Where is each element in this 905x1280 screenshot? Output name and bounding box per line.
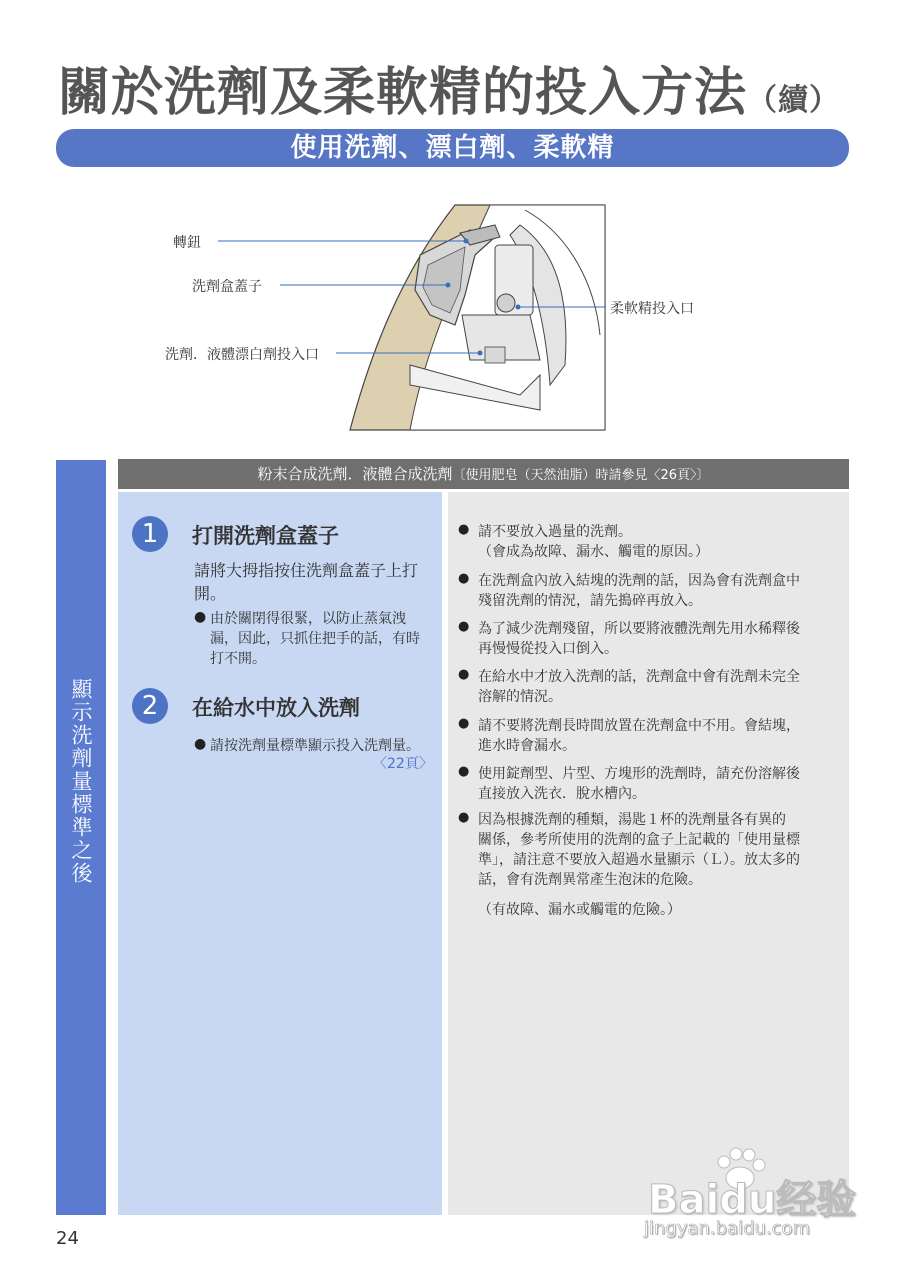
step-1-title: 打開洗劑盒蓋子 [192,524,339,548]
bullet-icon: ● [458,522,470,537]
label-knob: 轉鈕 [173,235,201,251]
section-subtitle: 使用洗劑、漂白劑、柔軟精 [56,129,849,167]
note-item: 請不要將洗劑長時間放置在洗劑盒中不用。會結塊， 進水時會漏水。 [478,718,800,754]
header-main: 粉末合成洗劑．液體合成洗劑 [257,465,453,483]
step-1-bullet: 由於關閉得很緊，以防止蒸氣洩漏，因此，只抓住把手的話，有時打不開。 [210,611,420,667]
note-item: 在洗劑盒內放入結塊的洗劑的話，因為會有洗劑盒中 殘留洗劑的情況，請先搗碎再放入。 [478,573,800,609]
side-tab [56,460,106,1215]
bullet-icon: ● [458,619,470,634]
label-lid: 洗劑盒蓋子 [192,279,262,295]
watermark-brand: Baidu经验 [648,1177,857,1223]
step-2-title: 在給水中放入洗劑 [192,696,360,720]
bullet-icon: ● [458,571,470,586]
header-note: 〔使用肥皂（天然油脂）時請參見〈26頁〉〕 [452,468,710,483]
bullet-icon: ● [458,716,470,731]
bullet-icon: ● [458,764,470,779]
side-tab-label: 顯示洗劑量標準之後 [69,678,93,885]
final-note: （有故障、漏水或觸電的危險。） [478,902,681,918]
note-item: 因為根據洗劑的種類，湯匙１杯的洗劑量各有異的 關係，參考所使用的洗劑的盒子上記載的「使用量標 準」，請注意不要放入超過水量顯示（Ｌ）。放太多的 話，會有洗劑異常產生泡沫的危險。 [478,812,800,888]
watermark-url: jingyan.baidu.com [644,1218,811,1239]
label-detergent-inlet: 洗劑．液體漂白劑投入口 [165,347,319,363]
page-title [58,50,840,125]
note-item: 使用錠劑型、片型、方塊形的洗劑時，請充份溶解後 直接放入洗衣．脫水槽內。 [478,766,800,802]
bullet-icon: ● [458,667,470,682]
step-2-bullet: 請按洗劑量標準顯示投入洗劑量。 [210,738,420,754]
section-header [118,459,849,489]
notes-panel [448,492,849,1215]
steps-panel [118,492,442,1215]
diagram-illustration [0,195,905,435]
page-number: 24 [56,1228,79,1249]
step-1-number: 1 [132,516,168,552]
title-continued: （續） [747,83,841,118]
bullet-icon: ● [458,810,470,825]
title-main: 關於洗劑及柔軟精的投入方法 [58,63,748,123]
bullet-icon: ● [194,736,207,752]
detergent-box-diagram [0,195,905,435]
note-item: 在給水中才放入洗劑的話，洗劑盒中會有洗劑未完全 溶解的情況。 [478,669,800,705]
step-1-body: 請將大拇指按住洗劑盒蓋子上打開。 [194,561,419,603]
label-softener-inlet: 柔軟精投入口 [610,301,694,317]
step-2-number: 2 [132,688,168,724]
step-2-page-ref: 〈22頁〉 [373,756,433,772]
bullet-icon: ● [194,609,207,625]
note-item: 為了減少洗劑殘留，所以要將液體洗劑先用水稀釋後 再慢慢從投入口倒入。 [478,621,800,657]
baidu-watermark [640,1148,857,1248]
note-item: 請不要放入過量的洗劑。 （會成為故障、漏水、觸電的原因。） [478,524,709,560]
